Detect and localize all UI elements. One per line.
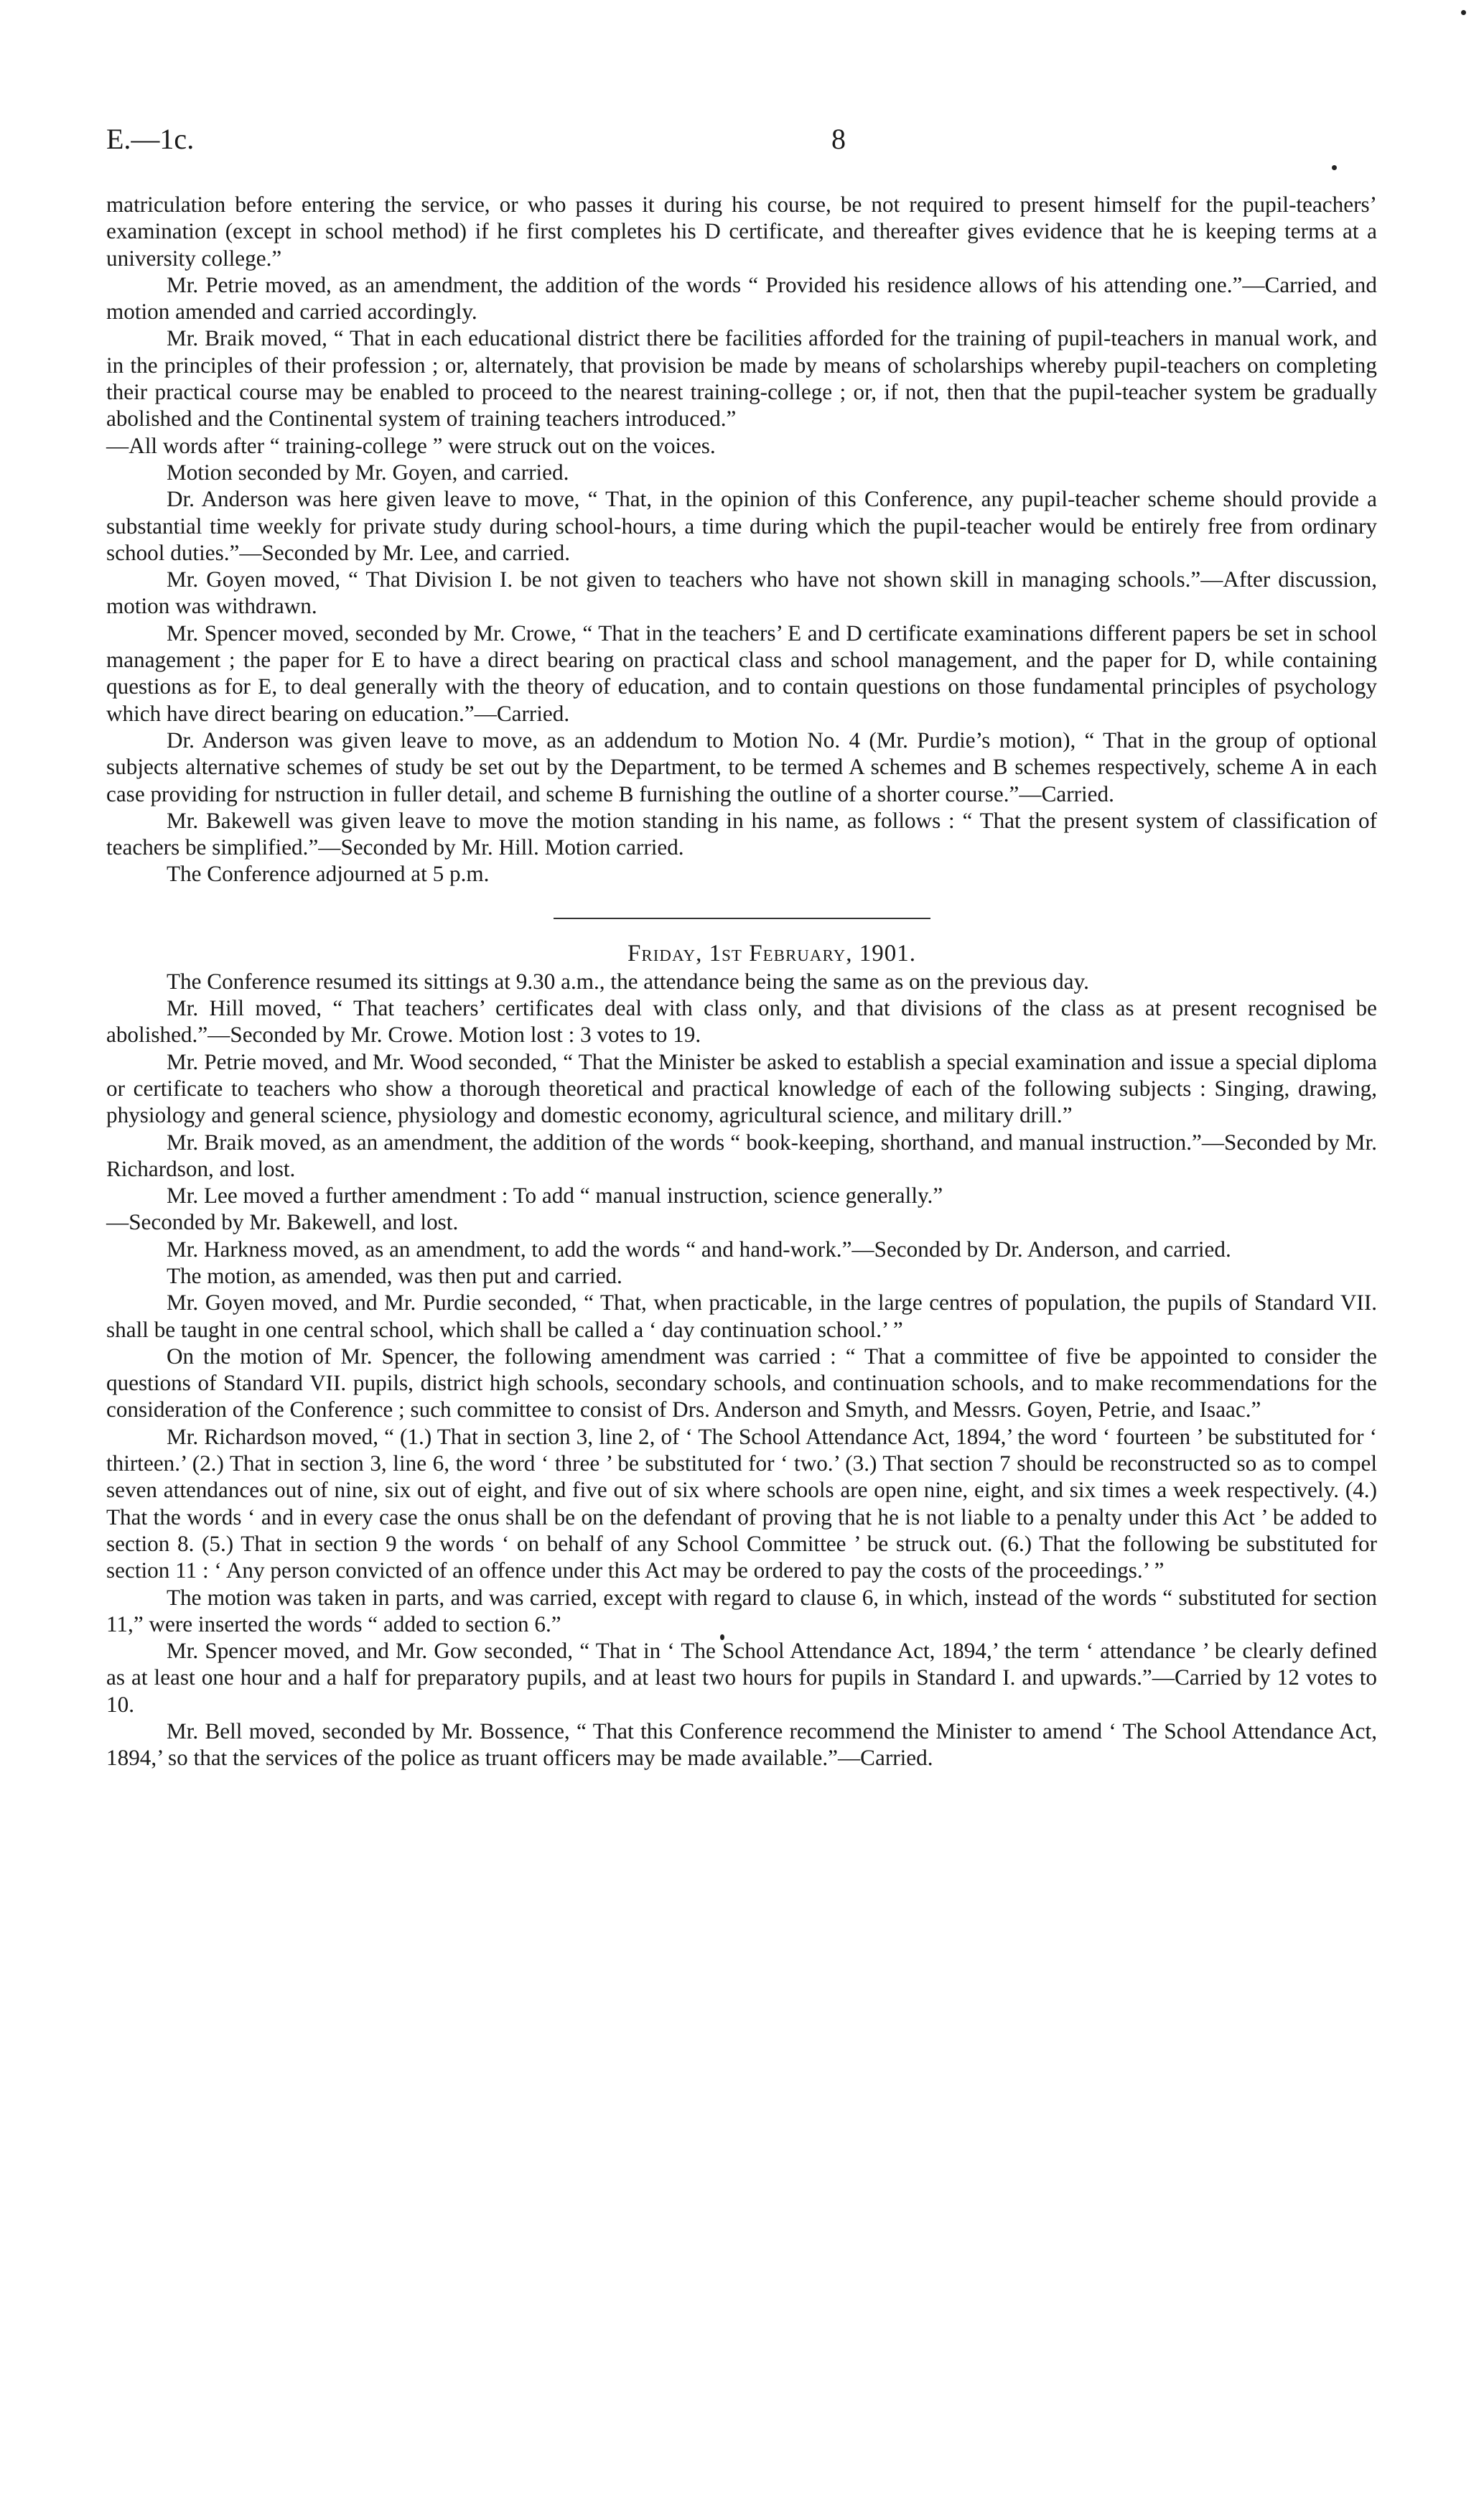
paragraph: Mr. Goyen moved, and Mr. Purdie seconded, “ That, when practicable, in the large centres of population, the pupils of Standard VII. shall be taught in one central school, which shall be called a ‘ day continuation school.’ ” — [106, 1290, 1377, 1342]
paragraph: Mr. Petrie moved, and Mr. Wood seconded, “ That the Minister be asked to establish a special examination and issue a special diploma or certificate to teachers who show a thorough theoretical and practical knowledge of each of the following subjects : Singing, drawing, physiology and general science, physiology and domestic economy, agricultural science, and military drill.” — [106, 1048, 1377, 1128]
paragraph: Mr. Spencer moved, seconded by Mr. Crowe, “ That in the teachers’ E and D certificate examinations different papers be set in school management ; the paper for E to have a direct bearing on practical class and school management, and the paper for D, while containing questions as for E, to deal generally with the theory of education, and to contain questions on those fundamental principles of psychology which have direct bearing on education.”—Carried. — [106, 620, 1377, 726]
paragraph: —All words after “ training-college ” were struck out on the voices. — [106, 432, 716, 458]
paragraph: —Seconded by Mr. Bakewell, and lost. — [106, 1209, 459, 1235]
paragraph: matriculation before entering the service, or who passes it during his course, be not required to present himself for the pupil-teachers’ examination (except in school method) if he first completes his D certificate, and thereafter gives evidence that he is keeping terms at a university college.” — [106, 192, 1377, 271]
section-divider — [554, 918, 930, 919]
print-speck — [1332, 165, 1337, 170]
paragraph: Mr. Lee moved a further amendment : To add “ manual instruction, science generally.” — [167, 1183, 943, 1209]
paragraph: Mr. Bell moved, seconded by Mr. Bossence, “ That this Conference recommend the Minister to amend ‘ The School Attendance Act, 1894,’ so that the services of the police as truant officers may be made available.”—Carried. — [106, 1718, 1377, 1771]
paragraph: Mr. Harkness moved, as an amendment, to add the words “ and hand-work.”—Seconded by Dr. Anderson, and carried. — [167, 1236, 1231, 1262]
paragraph: Motion seconded by Mr. Goyen, and carried. — [167, 459, 569, 485]
paragraph: Mr. Goyen moved, “ That Division I. be not given to teachers who have not shown skill in managing schools.”—After discussion, motion was withdrawn. — [106, 567, 1377, 619]
page-number: 8 — [831, 123, 846, 155]
document-reference: E.—1c. — [106, 123, 195, 155]
paragraph: Dr. Anderson was here given leave to move, “ That, in the opinion of this Conference, any pupil-teacher scheme should provide a substantial time weekly for private study during school-hours, a time during which the pupil-teacher would be entirely free from ordinary school duties.”—Seconded by Mr. Lee, and carried. — [106, 486, 1377, 565]
paragraph: Mr. Hill moved, “ That teachers’ certificates deal with class only, and that divisions of the class as at present recognised be abolished.”—Seconded by Mr. Crowe. Motion lost : 3 votes to 19. — [106, 995, 1377, 1048]
paragraph: Mr. Braik moved, “ That in each educational district there be facilities afforded for the training of pupil-teachers in manual work, and in the principles of their profession ; or, alternately, that provision be made by means of scholarships whereby pupil-teachers on completing their practical course may be enabled to proceed to the nearest training-college ; or, if not, then that the pupil-teacher system be gradually abolished and the Continental system of training teachers introduced.” — [106, 325, 1377, 432]
paragraph: Mr. Richardson moved, “ (1.) That in section 3, line 2, of ‘ The School Attendance Act, 1894,’ the word ‘ fourteen ’ be substituted for ‘ thirteen.’ (2.) That in section 3, line 6, the word ‘ three ’ be substituted for ‘ two.’ (3.) That section 7 should be reconstructed so as to compel seven attendances out of nine, six out of eight, and five out of six where schools are open nine, eight, and six times a week respectively. (4.) That the words ‘ and in every case the onus shall be on the defendant of proving that he is not liable to a penalty under this Act ’ be added to section 8. (5.) That in section 9 the words ‘ on behalf of any School Committee ’ be struck out. (6.) That the following be substituted for section 11 : ‘ Any person convicted of an offence under this Act may be ordered to pay the costs of the proceedings.’ ” — [106, 1423, 1377, 1583]
proceedings-text — [106, 191, 1377, 1771]
paragraph: Mr. Spencer moved, and Mr. Gow seconded, “ That in ‘ The School Attendance Act, 1894,’ the term ‘ attendance ’ be clearly defined as at least one hour and a half for preparatory pupils, and at least two hours for pupils in Standard I. and upwards.”—Carried by 12 votes to 10. — [106, 1638, 1377, 1717]
page-header — [106, 122, 1377, 165]
paragraph: Dr. Anderson was given leave to move, as an addendum to Motion No. 4 (Mr. Purdie’s motion), “ That in the group of optional subjects alternative schemes of study be set out by the Department, to be termed A schemes and B schemes respectively, scheme A in each case providing for nstruction in fuller detail, and scheme B furnishing the outline of a shorter course.”—Carried. — [106, 727, 1377, 806]
print-speck — [1461, 10, 1466, 15]
paragraph: Mr. Bakewell was given leave to move the motion standing in his name, as follows : “ That the present system of classification of teachers be simplified.”—Seconded by Mr. Hill. Motion carried. — [106, 807, 1377, 860]
paragraph: The motion was taken in parts, and was carried, except with regard to clause 6, in which, instead of the words “ substituted for section 11,” were inserted the words “ added to section 6.” — [106, 1584, 1377, 1636]
day-heading: Friday, 1st February, 1901. — [627, 940, 916, 967]
paragraph: The motion, as amended, was then put and carried. — [167, 1262, 622, 1288]
paragraph: On the motion of Mr. Spencer, the following amendment was carried : “ That a committee of five be appointed to consider the questions of Standard VII. pupils, district high schools, secondary schools, and continuation schools, and to make recommendations for the consideration of the Conference ; such committee to consist of Drs. Anderson and Smyth, and Messrs. Goyen, Petrie, and Isaac.” — [106, 1343, 1377, 1423]
paragraph: Mr. Petrie moved, as an amendment, the addition of the words “ Provided his residence allows of his attending one.”—Carried, and motion amended and carried accordingly. — [106, 271, 1377, 325]
paragraph: The Conference resumed its sittings at 9.30 a.m., the attendance being the same as on the previous day. — [167, 968, 1089, 994]
paragraph: The Conference adjourned at 5 p.m. — [167, 861, 490, 887]
paragraph: Mr. Braik moved, as an amendment, the addition of the words “ book-keeping, shorthand, and manual instruction.”—Seconded by Mr. Richardson, and lost. — [106, 1129, 1377, 1181]
